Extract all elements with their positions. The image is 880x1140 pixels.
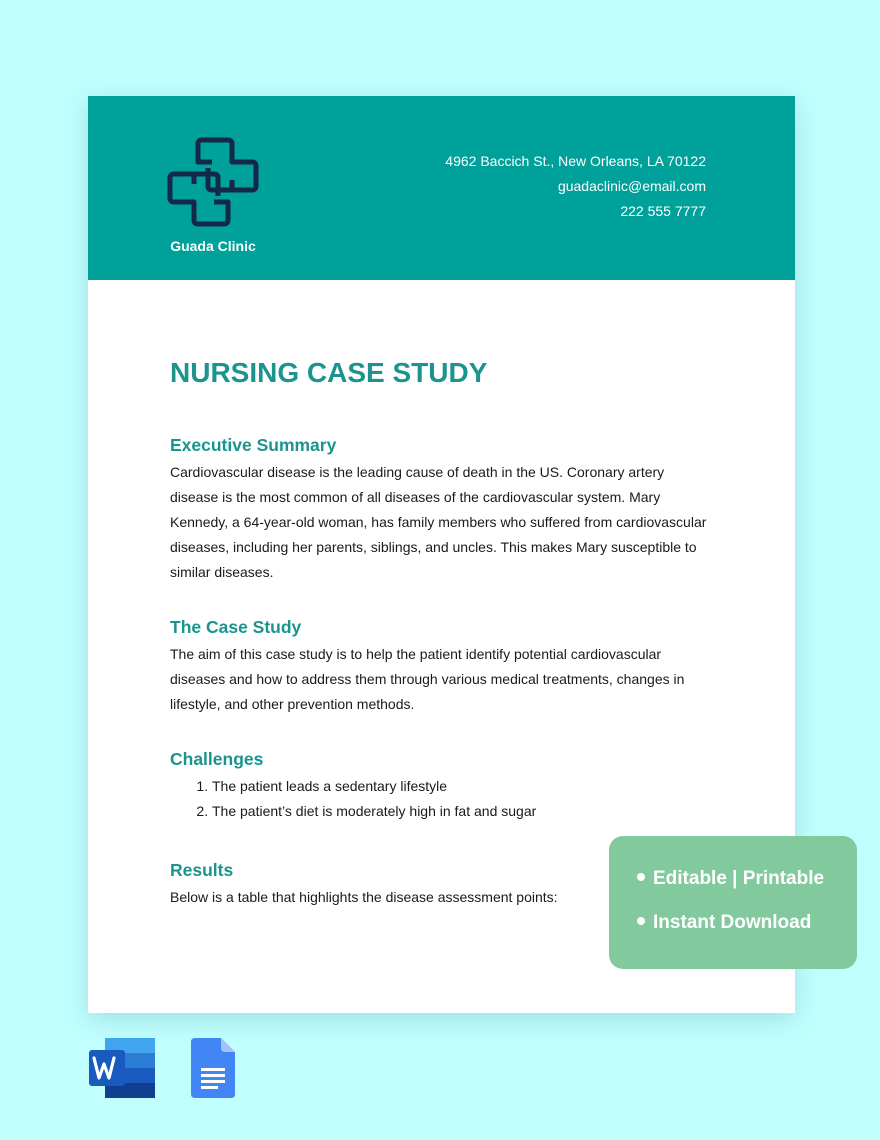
document-body (170, 354, 715, 910)
list-item: 1. The patient leads a sedentary lifestyle (212, 774, 715, 799)
challenges-list (170, 774, 715, 824)
clinic-name: Guada Clinic (170, 238, 256, 254)
contact-info (445, 152, 706, 227)
document-title: NURSING CASE STUDY (170, 357, 488, 388)
section-heading: The Case Study (170, 617, 302, 637)
section-challenges (170, 748, 715, 824)
interlocking-cross-logo-icon (166, 136, 260, 228)
section-case-study (170, 616, 715, 717)
section-heading: Challenges (170, 749, 264, 769)
bullet-icon (637, 873, 645, 881)
clinic-phone: 222 555 7777 (620, 203, 706, 219)
section-paragraph: Cardiovascular disease is the leading cause of death in the US. Coronary artery disease is the most common of all diseases of the cardiovascular system. Mary Kennedy, a 64-year-old woman, has family members who suffered from cardiovascular diseases, including her parents, siblings, and uncles. This makes Mary susceptible to similar diseases. (170, 464, 707, 580)
clinic-email: guadaclinic@email.com (557, 178, 706, 194)
badge-feature-editable (637, 868, 824, 890)
badge-text: Instant Download (653, 912, 812, 933)
bullet-icon (637, 917, 645, 925)
section-executive-summary (170, 434, 715, 585)
section-paragraph: Below is a table that highlights the disease assessment points: (170, 889, 558, 905)
section-paragraph: The aim of this case study is to help the patient identify potential cardiovascular diseases and how to address them through various medical treatments, changes in lifestyle, and other prevention methods. (170, 646, 685, 712)
section-heading: Executive Summary (170, 435, 337, 455)
google-docs-icon[interactable] (191, 1038, 235, 1098)
features-badge (609, 836, 857, 969)
microsoft-word-icon[interactable] (89, 1038, 157, 1098)
badge-text: Editable | Printable (653, 868, 825, 889)
list-item: 2. The patient’s diet is moderately high in fat and sugar (212, 799, 715, 824)
badge-feature-download (637, 912, 811, 934)
section-heading: Results (170, 860, 234, 880)
document-header (88, 96, 795, 280)
clinic-address: 4962 Baccich St., New Orleans, LA 70122 (445, 153, 706, 169)
